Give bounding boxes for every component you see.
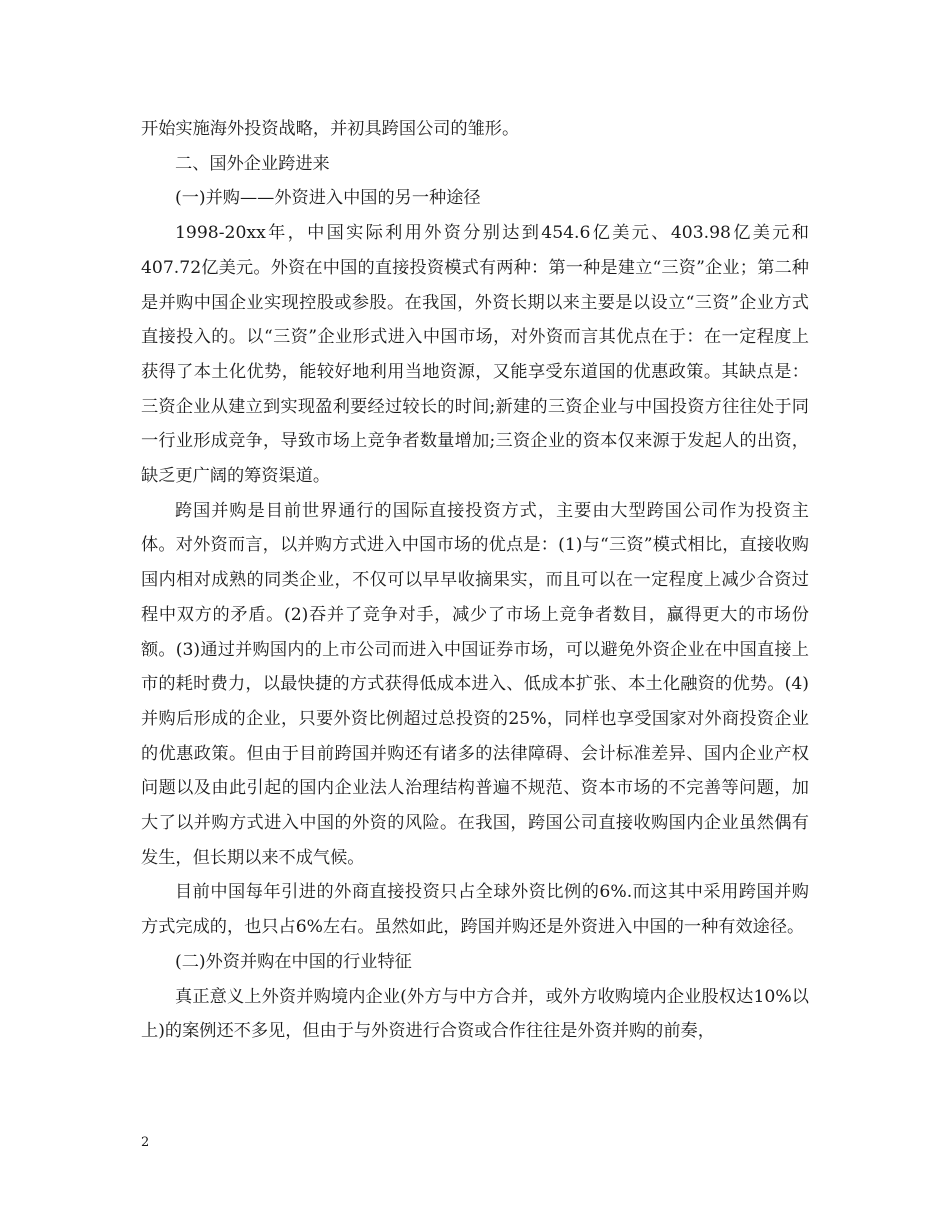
paragraph-fdi-share: 目前中国每年引进的外商直接投资只占全球外资比例的6%.而这其中采用跨国并购方式完成的，也只占6%左右。虽然如此，跨国并购还是外资进入中国的一种有效途径。 — [141, 882, 809, 938]
page-number: 2 — [141, 1135, 150, 1150]
body-text — [141, 112, 809, 1049]
subsection-heading-1: (一)并购——外资进入中国的另一种途径 — [175, 188, 481, 209]
paragraph-industry-features: 真正意义上外资并购境内企业(外方与中方合并，或外方收购境内企业股权达10%以上)的案例还不多见，但由于与外资进行合资或合作往往是外资并购的前奏， — [141, 986, 809, 1042]
paragraph-cross-border-ma: 跨国并购是目前世界通行的国际直接投资方式，主要由大型跨国公司作为投资主体。对外资而言，以并购方式进入中国市场的优点是：(1)与“三资”模式相比，直接收购国内相对成熟的同类企业，不仅可以早早收摘果实，而且可以在一定程度上减少合资过程中双方的矛盾。(2)吞并了竞争对手，减少了市场上竞争者数目，赢得更大的市场份额。(3)通过并购国内的上市公司而进入中国证券市场，可以避免外资企业在中国直接上市的耗时费力，以最快捷的方式获得低成本进入、低成本扩张、本土化融资的优势。(4)并购后形成的企业，只要外资比例超过总投资的25%，同样也享受国家对外商投资企业的优惠政策。但由于目前跨国并购还有诸多的法律障碍、会计标准差异、国内企业产权问题以及由此引起的国内企业法人治理结构普遍不规范、资本市场的不完善等问题，加大了以并购方式进入中国的外资的风险。在我国，跨国公司直接收购国内企业虽然偶有发生，但长期以来不成气候。 — [141, 500, 809, 868]
paragraph-fdi-modes: 1998-20xx年，中国实际利用外资分别达到454.6亿美元、403.98亿美元和407.72亿美元。外资在中国的直接投资模式有两种：第一种是建立“三资”企业；第二种是并购中国企业实现控股或参股。在我国，外资长期以来主要是以设立“三资”企业方式直接投入的。以“三资”企业形式进入中国市场，对外资而言其优点在于：在一定程度上获得了本土化优势，能较好地利用当地资源，又能享受东道国的优惠政策。其缺点是：三资企业从建立到实现盈利要经过较长的时间;新建的三资企业与中国投资方往往处于同一行业形成竞争，导致市场上竞争者数量增加;三资企业的资本仅来源于发起人的出资，缺乏更广阔的筹资渠道。 — [141, 223, 809, 487]
subsection-heading-2: (二)外资并购在中国的行业特征 — [175, 951, 412, 972]
section-heading-2: 二、国外企业跨进来 — [175, 153, 330, 174]
paragraph-continuation: 开始实施海外投资战略，并初具跨国公司的雏形。 — [141, 119, 520, 139]
